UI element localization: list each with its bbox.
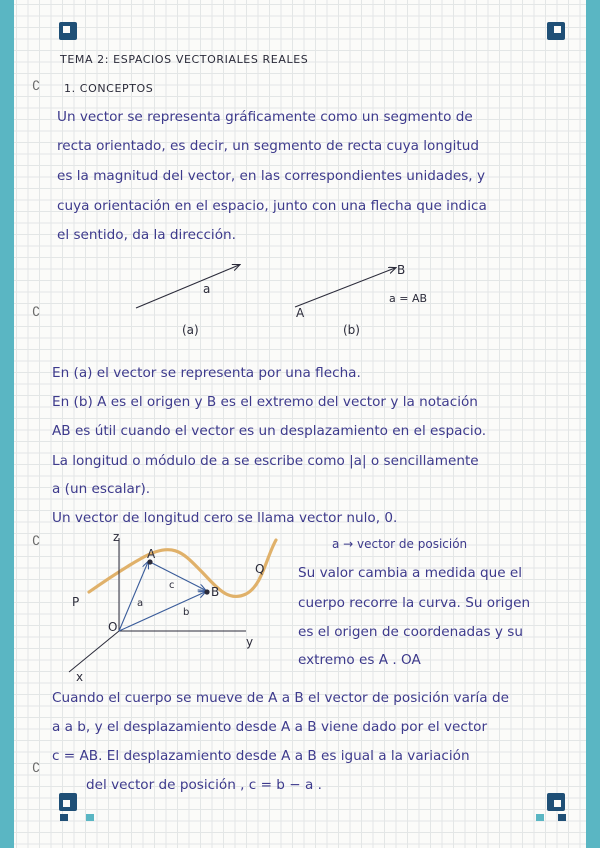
curve-end-label: Q bbox=[255, 562, 265, 576]
caption-a: (a) bbox=[182, 323, 199, 337]
text-line: a (un escalar). bbox=[52, 481, 151, 497]
text-line: a a b, y el desplazamiento desde A a B viene dado por el vector bbox=[52, 719, 488, 735]
text-line: del vector de posición , c = b − a . bbox=[86, 777, 322, 793]
point-a-label: A bbox=[296, 306, 305, 320]
notation-ab: a = AB bbox=[389, 292, 428, 305]
corner-dot-right bbox=[558, 814, 566, 821]
vector-ab-arrow bbox=[295, 268, 395, 307]
text-line: Un vector de longitud cero se llama vector nulo, 0. bbox=[52, 510, 398, 526]
text-line: Cuando el cuerpo se mueve de A a B el vector de posición varía de bbox=[52, 690, 509, 706]
text-line: En (b) A es el origen y B es el extremo del vector y la notación bbox=[52, 394, 478, 410]
text-line: c = AB. El desplazamiento desde A a B es igual a la variación bbox=[52, 748, 470, 764]
text-line: La longitud o módulo de a se escribe como |a| o sencillamente bbox=[52, 453, 479, 469]
text-line: AB es útil cuando el vector es un desplazamiento en el espacio. bbox=[52, 423, 487, 439]
vector-c-label: c bbox=[169, 580, 175, 591]
vector-a-label: a bbox=[137, 598, 144, 609]
text-line: recta orientado, es decir, un segmento de recta cuya longitud bbox=[57, 138, 479, 154]
text-line: el sentido, da la dirección. bbox=[57, 227, 236, 243]
notebook-page bbox=[14, 0, 586, 848]
binder-hole-icon: ∁ bbox=[32, 79, 41, 94]
text-line: es la magnitud del vector, en las correspondientes unidades, y bbox=[57, 168, 485, 184]
corner-mark-top-left bbox=[59, 22, 77, 40]
text-line: En (a) el vector se representa por una flecha. bbox=[52, 365, 361, 381]
trajectory-curve bbox=[89, 540, 276, 597]
axis-z-label: z bbox=[113, 530, 120, 544]
curve-start-label: P bbox=[72, 595, 80, 609]
corner-dot-left-accent bbox=[86, 814, 94, 821]
text-line: extremo es A . OA bbox=[298, 652, 421, 668]
corner-dot-right-accent bbox=[536, 814, 544, 821]
vector-b-arrow bbox=[119, 592, 205, 631]
binder-hole-icon: ∁ bbox=[32, 534, 41, 549]
axis-y-label: y bbox=[246, 635, 254, 649]
text-line: es el origen de coordenadas y su bbox=[298, 624, 523, 640]
axis-x-label: x bbox=[76, 670, 84, 684]
point-b-label: B bbox=[397, 263, 406, 277]
section-heading: 1. CONCEPTOS bbox=[64, 82, 154, 95]
origin-label: O bbox=[108, 620, 118, 634]
point-a-label: A bbox=[147, 547, 156, 561]
text-line: cuya orientación en el espacio, junto con una flecha que indica bbox=[57, 198, 487, 214]
vector-a-label: a bbox=[203, 282, 211, 296]
vector-a-arrow bbox=[136, 265, 239, 308]
point-b-marker bbox=[204, 589, 209, 594]
text-line: cuerpo recorre la curva. Su origen bbox=[298, 595, 531, 611]
corner-dot-left bbox=[60, 814, 68, 821]
point-b-label: B bbox=[211, 585, 220, 599]
vector-b-label: b bbox=[183, 607, 190, 618]
text-line: Su valor cambia a medida que el bbox=[298, 565, 523, 581]
binder-hole-icon: ∁ bbox=[32, 761, 41, 776]
position-vector-note: a → vector de posición bbox=[332, 537, 468, 551]
corner-mark-bottom-right bbox=[547, 793, 565, 811]
corner-mark-bottom-left bbox=[59, 793, 77, 811]
text-line: Un vector se representa gráficamente como un segmento de bbox=[57, 109, 473, 125]
binder-hole-icon: ∁ bbox=[32, 305, 41, 320]
page-title: TEMA 2: ESPACIOS VECTORIALES REALES bbox=[60, 53, 309, 66]
corner-mark-top-right bbox=[547, 22, 565, 40]
vector-figure-ab bbox=[14, 250, 586, 350]
vector-a-arrow bbox=[119, 562, 148, 631]
axis-x bbox=[69, 631, 119, 672]
caption-b: (b) bbox=[343, 323, 360, 337]
